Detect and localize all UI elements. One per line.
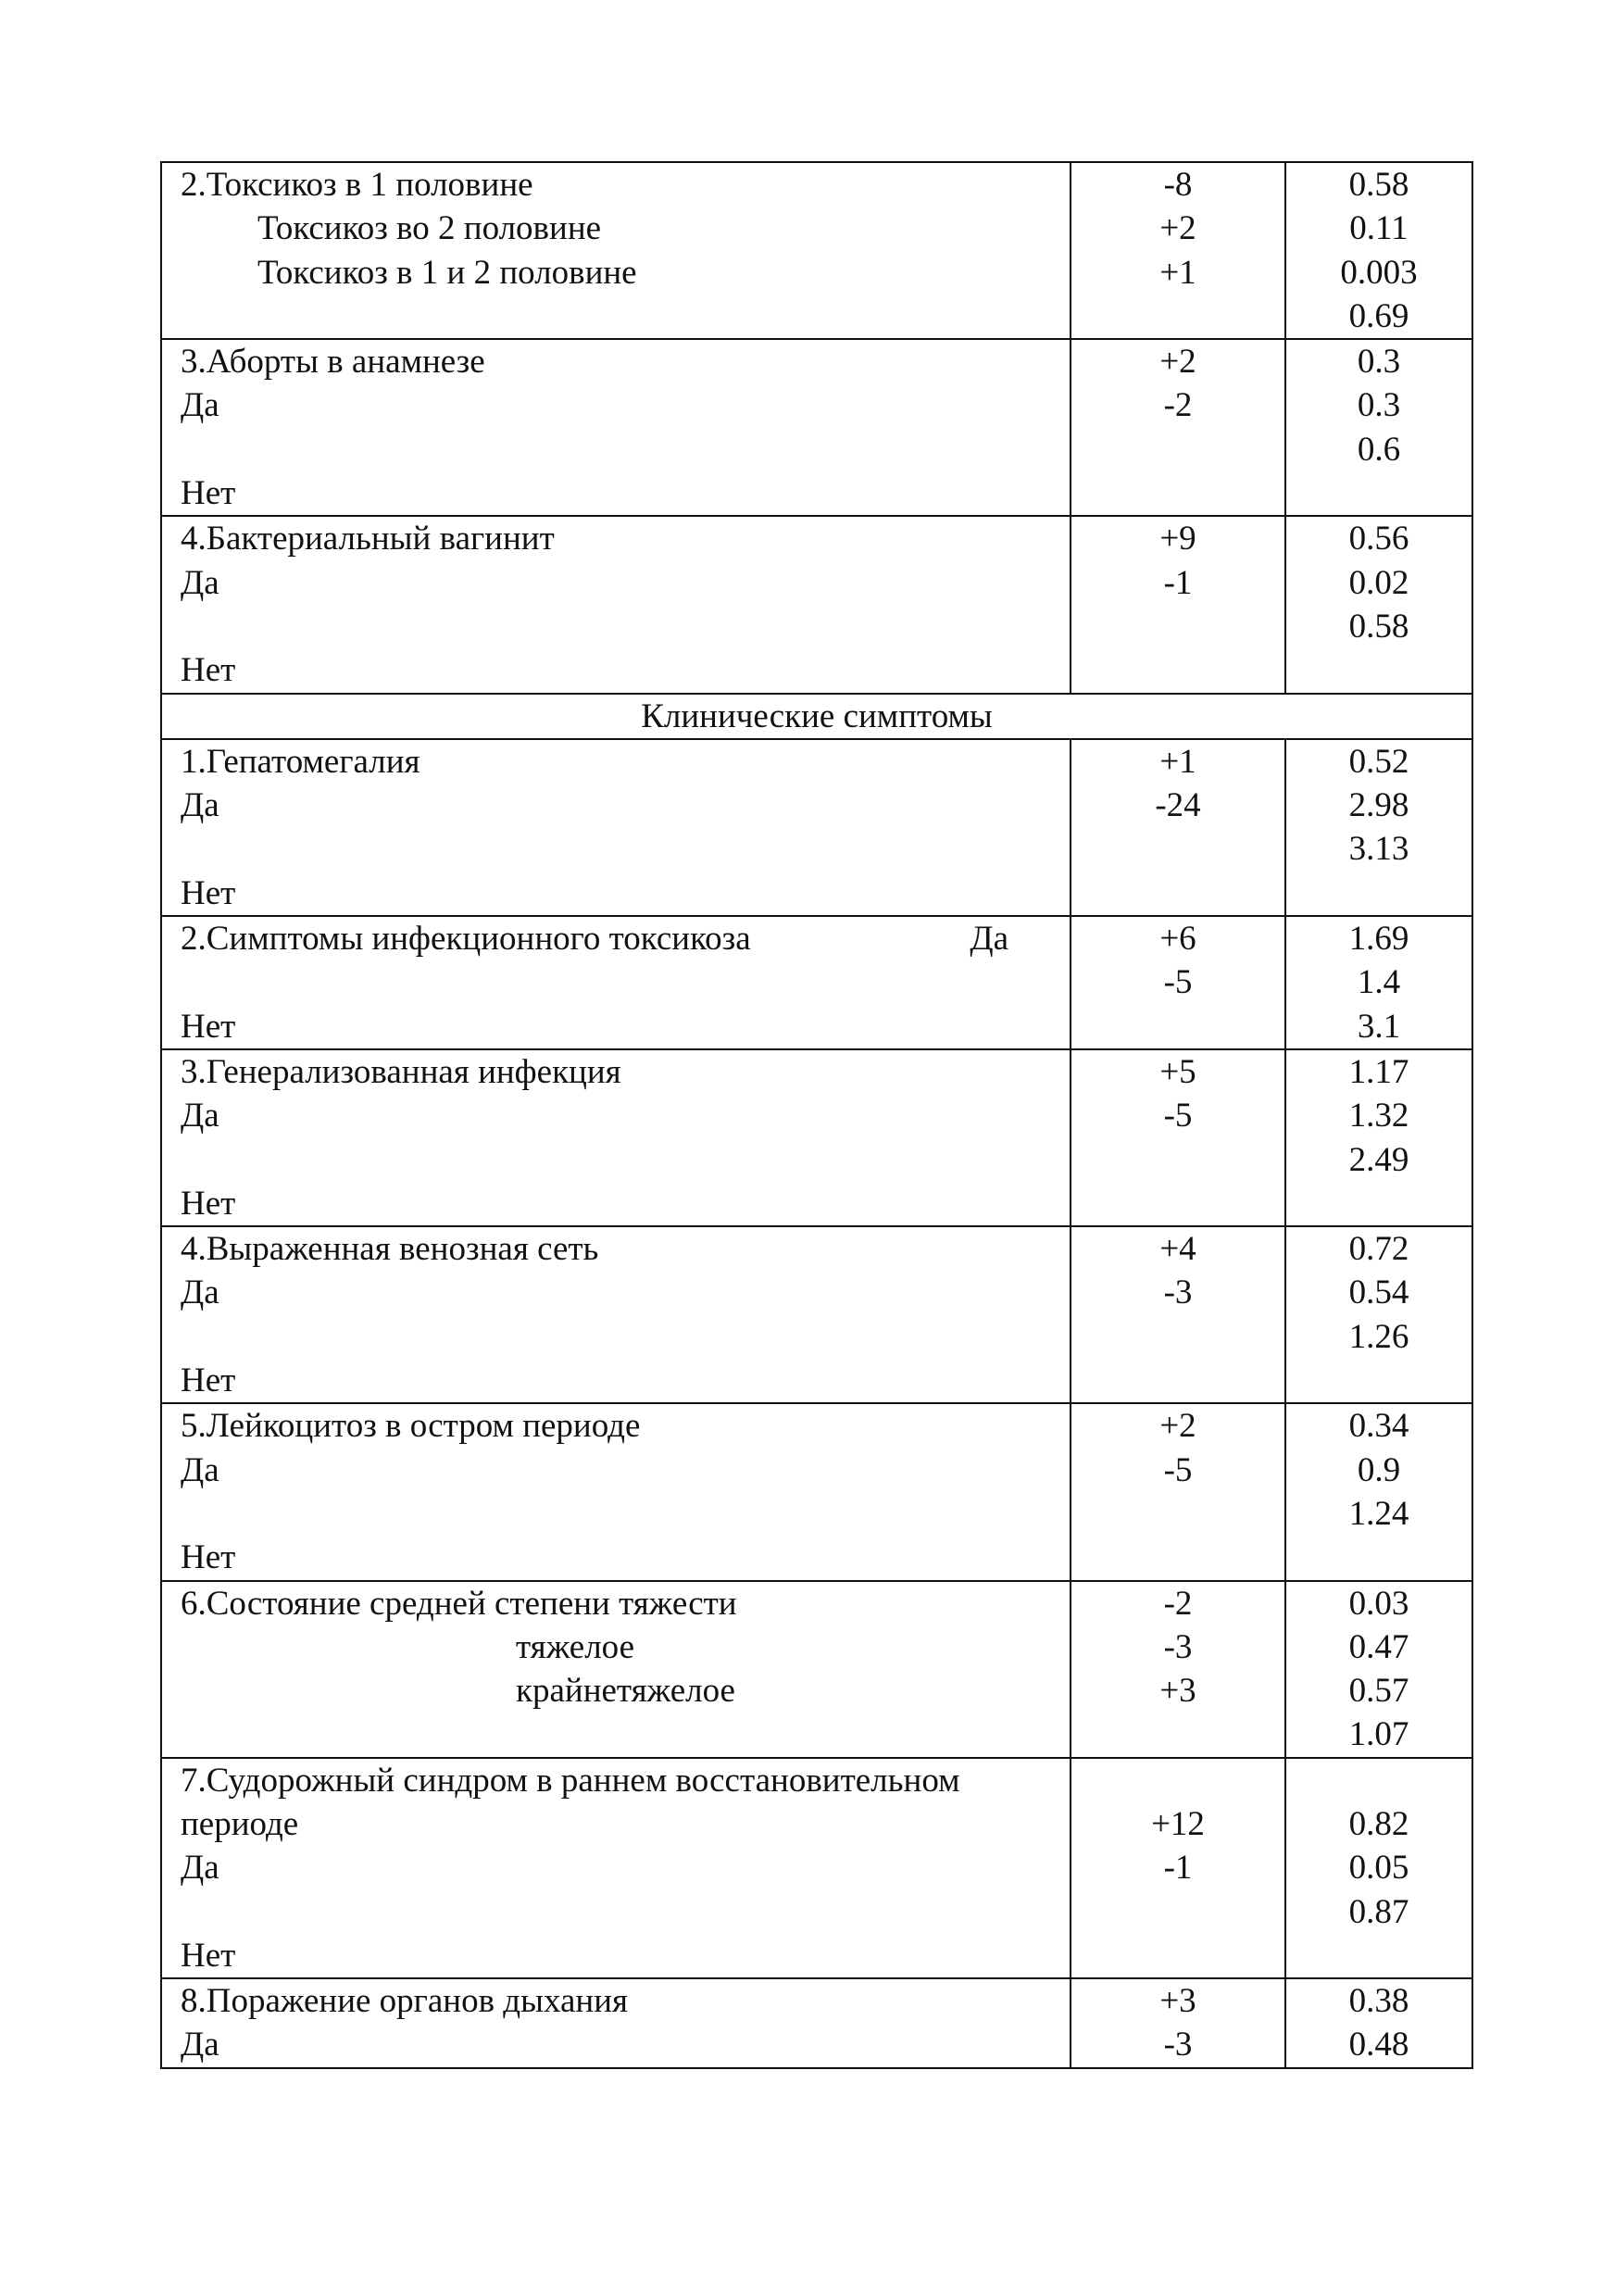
criterion-title — [181, 1759, 1070, 1802]
info-value — [1286, 1182, 1472, 1225]
info-value: 1.69 — [1348, 920, 1409, 959]
criterion-text: Да — [181, 786, 219, 825]
score-value: +4 — [1159, 1230, 1196, 1269]
section-header-cell — [161, 694, 1472, 739]
criterion-option — [181, 471, 1070, 515]
score-value: +2 — [1159, 1407, 1196, 1446]
info-value: 0.69 — [1348, 296, 1409, 335]
score-cell — [1071, 339, 1285, 516]
criterion-cell — [161, 1978, 1071, 2068]
criterion-cell — [161, 339, 1071, 516]
criterion-title — [181, 917, 1070, 960]
value-cell — [1285, 1758, 1472, 1978]
info-value: 0.9 — [1357, 1450, 1401, 1489]
score-value: +6 — [1159, 920, 1196, 959]
criterion-option — [181, 1492, 1070, 1536]
criterion-text: периоде — [181, 1804, 299, 1843]
score-cell — [1071, 1978, 1285, 2068]
table-row — [161, 739, 1472, 916]
criterion-option — [181, 207, 1070, 250]
criterion-title — [181, 740, 1070, 784]
criterion-option — [181, 605, 1070, 648]
score-value: +1 — [1159, 253, 1196, 292]
criterion-option — [181, 827, 1070, 871]
criterion-cell — [161, 1403, 1071, 1580]
value-cell — [1285, 1581, 1472, 1758]
criterion-cell — [161, 516, 1071, 693]
score-cell — [1071, 1581, 1285, 1758]
table-row — [161, 1978, 1472, 2068]
info-value: 0.72 — [1348, 1230, 1409, 1269]
criterion-cell — [161, 1226, 1071, 1403]
table-row — [161, 1758, 1472, 1978]
score-cell — [1071, 162, 1285, 339]
table-body — [161, 162, 1472, 2068]
criterion-option — [181, 648, 1070, 692]
criteria-table — [160, 161, 1473, 2069]
info-value: 0.3 — [1357, 386, 1401, 425]
info-value: 0.82 — [1348, 1804, 1409, 1843]
score-value — [1071, 1759, 1284, 1802]
info-value — [1286, 648, 1472, 692]
table-row — [161, 1226, 1472, 1403]
info-value — [1286, 471, 1472, 515]
criterion-option — [181, 1890, 1070, 1934]
criterion-text: 1.Гепатомегалия — [181, 742, 420, 781]
criterion-option — [181, 1182, 1070, 1225]
score-value: +5 — [1159, 1052, 1196, 1091]
table-row — [161, 339, 1472, 516]
criterion-option-inline: Да — [970, 920, 1008, 959]
score-cell — [1071, 1226, 1285, 1403]
criterion-text: тяжелое — [516, 1627, 635, 1666]
info-value: 0.57 — [1348, 1672, 1409, 1711]
criterion-cell — [161, 1758, 1071, 1978]
score-value: -2 — [1163, 386, 1193, 425]
score-value — [1071, 1492, 1284, 1536]
score-value: +2 — [1159, 209, 1196, 248]
info-value: 0.87 — [1348, 1892, 1409, 1931]
criterion-option — [181, 784, 1070, 827]
criterion-text: 4.Бактериальный вагинит — [181, 520, 555, 558]
info-value — [1286, 1934, 1472, 1977]
score-value — [1071, 1182, 1284, 1225]
info-value: 0.58 — [1348, 607, 1409, 646]
criterion-option — [181, 1934, 1070, 1977]
criterion-option — [181, 1315, 1070, 1359]
score-value — [1071, 827, 1284, 871]
criterion-text: Нет — [181, 1007, 236, 1046]
criterion-text: Токсикоз во 2 половине — [257, 209, 602, 248]
info-value: 2.49 — [1348, 1140, 1409, 1179]
criterion-option — [181, 960, 1070, 1004]
info-value: 1.24 — [1348, 1494, 1409, 1533]
score-cell — [1071, 916, 1285, 1049]
criterion-text: Токсикоз в 1 и 2 половине — [257, 253, 637, 292]
value-cell — [1285, 516, 1472, 693]
info-value: 2.98 — [1348, 786, 1409, 825]
criterion-text: Да — [181, 563, 219, 602]
info-value: 0.6 — [1357, 430, 1401, 469]
criterion-option — [181, 1271, 1070, 1314]
info-value: 0.54 — [1348, 1273, 1409, 1312]
value-cell — [1285, 339, 1472, 516]
score-value — [1071, 1713, 1284, 1756]
value-cell — [1285, 1226, 1472, 1403]
criterion-option — [181, 1846, 1070, 1889]
criterion-option — [181, 1359, 1070, 1402]
score-value — [1071, 1934, 1284, 1977]
value-cell — [1285, 1049, 1472, 1226]
criterion-option — [181, 1536, 1070, 1579]
criterion-option — [181, 1449, 1070, 1492]
info-value: 3.1 — [1357, 1007, 1401, 1046]
score-value: -8 — [1163, 166, 1193, 204]
criterion-option — [181, 1625, 1070, 1669]
criterion-text: Нет — [181, 474, 236, 513]
criterion-option — [181, 1094, 1070, 1137]
info-value: 0.38 — [1348, 1982, 1409, 2021]
criterion-text: Да — [181, 386, 219, 425]
criterion-option — [181, 1802, 1070, 1846]
info-value — [1286, 1536, 1472, 1579]
criterion-option — [181, 428, 1070, 471]
info-value: 0.34 — [1348, 1407, 1409, 1446]
table-row — [161, 1049, 1472, 1226]
score-value: -2 — [1163, 1584, 1193, 1623]
score-value: -3 — [1163, 1627, 1193, 1666]
criterion-title — [181, 517, 1070, 560]
score-cell — [1071, 516, 1285, 693]
info-value — [1286, 1359, 1472, 1402]
criterion-option — [181, 295, 1070, 338]
score-value: -5 — [1163, 1097, 1193, 1135]
score-value: +3 — [1159, 1982, 1196, 2021]
info-value: 0.58 — [1348, 166, 1409, 204]
score-value: +1 — [1159, 742, 1196, 781]
info-value: 0.03 — [1348, 1584, 1409, 1623]
criterion-text: Нет — [181, 1936, 236, 1975]
criterion-text: 7.Судорожный синдром в раннем восстановительном — [181, 1761, 960, 1800]
value-cell — [1285, 1403, 1472, 1580]
criterion-option — [181, 251, 1070, 295]
criterion-title — [181, 1979, 1070, 2023]
criterion-option — [181, 872, 1070, 915]
criterion-text: 2.Токсикоз в 1 половине — [181, 166, 533, 204]
score-value — [1071, 1138, 1284, 1182]
table-row — [161, 1403, 1472, 1580]
table-row — [161, 162, 1472, 339]
score-value — [1071, 1315, 1284, 1359]
score-value: +2 — [1159, 343, 1196, 382]
score-value — [1071, 872, 1284, 915]
info-value: 0.05 — [1348, 1849, 1409, 1888]
criterion-title — [181, 1050, 1070, 1094]
criterion-text: 8.Поражение органов дыхания — [181, 1982, 629, 2021]
score-cell — [1071, 1049, 1285, 1226]
score-value — [1071, 648, 1284, 692]
criterion-text: Нет — [181, 1538, 236, 1577]
criterion-text: Да — [181, 1849, 219, 1888]
table-row — [161, 916, 1472, 1049]
score-cell — [1071, 739, 1285, 916]
score-value — [1071, 1005, 1284, 1048]
criterion-title — [181, 1404, 1070, 1448]
score-value: -1 — [1163, 1849, 1193, 1888]
criterion-option — [181, 1138, 1070, 1182]
criterion-title — [181, 1582, 1070, 1625]
score-value: -3 — [1163, 1273, 1193, 1312]
criterion-text: Да — [181, 1450, 219, 1489]
criterion-text: Нет — [181, 1184, 236, 1223]
info-value: 3.13 — [1348, 830, 1409, 869]
info-value: 1.07 — [1348, 1715, 1409, 1754]
info-value: 0.47 — [1348, 1627, 1409, 1666]
criterion-cell — [161, 1049, 1071, 1226]
value-cell — [1285, 1978, 1472, 2068]
score-value: -3 — [1163, 2026, 1193, 2064]
criterion-title — [181, 163, 1070, 207]
criterion-option — [181, 1669, 1070, 1713]
criterion-text: 6.Состояние средней степени тяжести — [181, 1584, 737, 1623]
value-cell — [1285, 916, 1472, 1049]
value-cell — [1285, 739, 1472, 916]
table-row — [161, 516, 1472, 693]
info-value: 0.56 — [1348, 520, 1409, 558]
criterion-text: Нет — [181, 651, 236, 690]
info-value: 0.48 — [1348, 2026, 1409, 2064]
table-row — [161, 1581, 1472, 1758]
info-value: 1.32 — [1348, 1097, 1409, 1135]
section-header-row — [161, 694, 1472, 739]
info-value: 1.26 — [1348, 1317, 1409, 1356]
criterion-text: 5.Лейкоцитоз в остром периоде — [181, 1407, 641, 1446]
criterion-text: 3.Аборты в анамнезе — [181, 343, 485, 382]
criterion-option — [181, 2023, 1070, 2066]
info-value: 0.52 — [1348, 742, 1409, 781]
criterion-cell — [161, 916, 1071, 1049]
info-value: 0.003 — [1340, 253, 1418, 292]
criterion-option — [181, 1713, 1070, 1756]
info-value — [1286, 872, 1472, 915]
section-title: Клинические симптомы — [641, 696, 993, 735]
criterion-text: Нет — [181, 1361, 236, 1400]
criterion-text: Да — [181, 2026, 219, 2064]
score-value: -24 — [1155, 786, 1201, 825]
criterion-title — [181, 1227, 1070, 1271]
score-value — [1071, 1359, 1284, 1402]
criterion-option — [181, 383, 1070, 427]
criterion-cell — [161, 739, 1071, 916]
info-value: 0.3 — [1357, 343, 1401, 382]
criterion-text: Нет — [181, 873, 236, 912]
info-value: 0.02 — [1348, 563, 1409, 602]
score-value: -1 — [1163, 563, 1193, 602]
criterion-text: 4.Выраженная венозная сеть — [181, 1230, 599, 1269]
score-value: +12 — [1151, 1804, 1205, 1843]
score-value — [1071, 428, 1284, 471]
score-cell — [1071, 1403, 1285, 1580]
info-value — [1286, 1759, 1472, 1802]
criterion-option — [181, 1005, 1070, 1048]
criterion-text: 3.Генерализованная инфекция — [181, 1052, 621, 1091]
criterion-text: Да — [181, 1273, 219, 1312]
score-value: -5 — [1163, 963, 1193, 1002]
criterion-cell — [161, 162, 1071, 339]
score-value: -5 — [1163, 1450, 1193, 1489]
criterion-text: крайнетяжелое — [516, 1672, 735, 1711]
criterion-cell — [161, 1581, 1071, 1758]
info-value: 1.17 — [1348, 1052, 1409, 1091]
criterion-title — [181, 340, 1070, 383]
score-value — [1071, 605, 1284, 648]
criterion-text: Да — [181, 1097, 219, 1135]
score-cell — [1071, 1758, 1285, 1978]
score-value — [1071, 295, 1284, 338]
criterion-option — [181, 561, 1070, 605]
score-value — [1071, 471, 1284, 515]
info-value: 1.4 — [1357, 963, 1401, 1002]
info-value: 0.11 — [1349, 209, 1409, 248]
score-value: +9 — [1159, 520, 1196, 558]
score-value: +3 — [1159, 1672, 1196, 1711]
score-value — [1071, 1890, 1284, 1934]
criterion-text: 2.Симптомы инфекционного токсикоза — [181, 920, 751, 959]
score-value — [1071, 1536, 1284, 1579]
value-cell — [1285, 162, 1472, 339]
